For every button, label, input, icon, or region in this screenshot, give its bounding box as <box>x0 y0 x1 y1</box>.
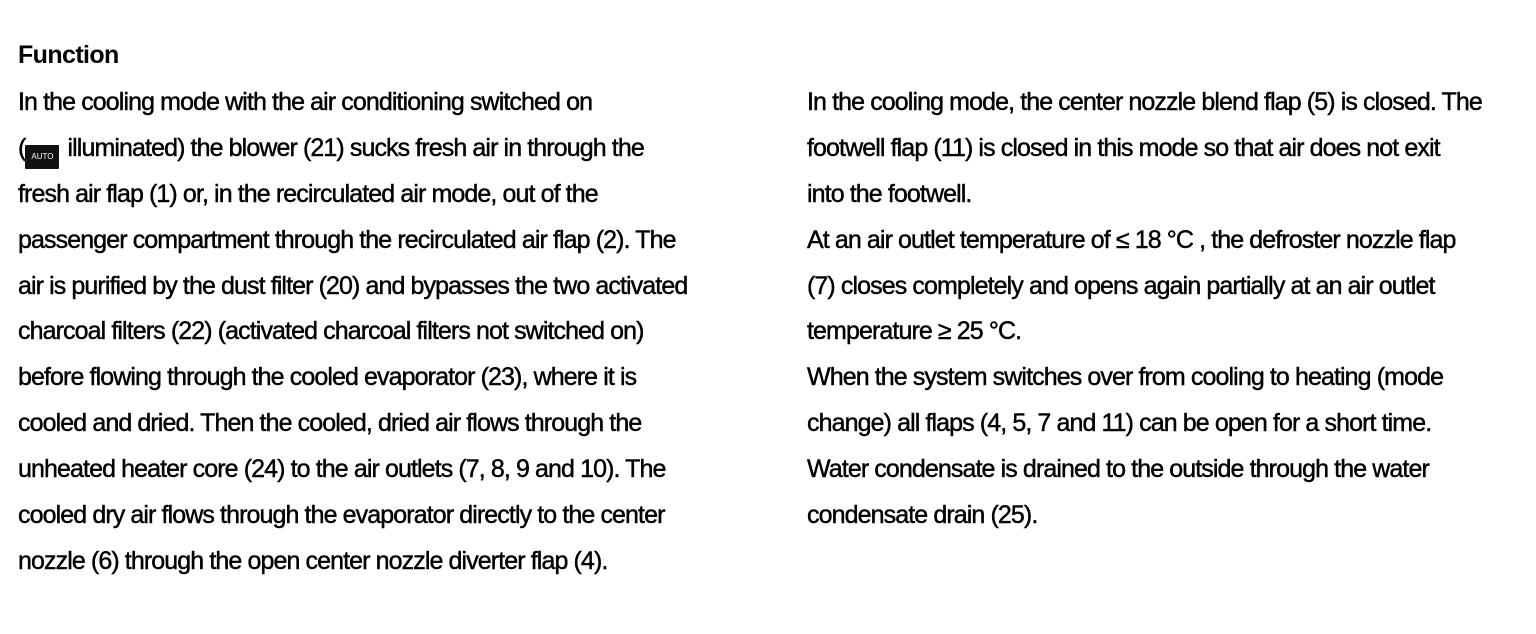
right-line-3: into the footwell. <box>807 179 972 208</box>
left-line-2 <box>18 126 778 172</box>
right-line-5: (7) closes completely and opens again partially at an air outlet <box>807 271 1435 300</box>
left-line-2-text: illuminated) the blower (21) sucks fresh air in through the <box>61 133 644 162</box>
left-line-6: charcoal filters (22) (activated charcoal filters not switched on) <box>18 317 644 346</box>
left-line-7: before flowing through the cooled evaporator (23), where it is <box>18 363 637 392</box>
right-line-9: Water condensate is drained to the outside through the water <box>807 455 1429 484</box>
section-heading: Function <box>18 41 119 69</box>
right-line-7: When the system switches over from cooling to heating (mode <box>807 363 1444 392</box>
left-line-5: air is purified by the dust filter (20) and bypasses the two activated <box>18 271 688 300</box>
open-paren: ( <box>18 133 26 162</box>
auto-button-icon: AUTO <box>25 145 59 169</box>
left-line-8: cooled and dried. Then the cooled, dried air flows through the <box>18 409 642 438</box>
right-line-2: footwell flap (11) is closed in this mode so that air does not exit <box>807 133 1440 162</box>
left-line-3: fresh air flap (1) or, in the recirculated air mode, out of the <box>18 179 598 208</box>
left-line-4: passenger compartment through the recirculated air flap (2). The <box>18 225 676 254</box>
right-line-8: change) all flaps (4, 5, 7 and 11) can be open for a short time. <box>807 409 1432 438</box>
left-line-10: cooled dry air flows through the evaporator directly to the center <box>18 501 665 530</box>
left-line-9: unheated heater core (24) to the air outlets (7, 8, 9 and 10). The <box>18 455 666 484</box>
left-text-column <box>18 80 778 585</box>
right-line-4: At an air outlet temperature of ≤ 18 °C , the defroster nozzle flap <box>807 225 1456 254</box>
right-line-10: condensate drain (25). <box>807 501 1038 530</box>
right-line-6: temperature ≥ 25 °C. <box>807 317 1022 346</box>
right-line-1: In the cooling mode, the center nozzle blend flap (5) is closed. The <box>807 88 1482 116</box>
left-line-11: nozzle (6) through the open center nozzle diverter flap (4). <box>18 546 608 575</box>
right-text-column <box>807 80 1527 539</box>
left-line-1: In the cooling mode with the air conditioning switched on <box>18 88 593 116</box>
